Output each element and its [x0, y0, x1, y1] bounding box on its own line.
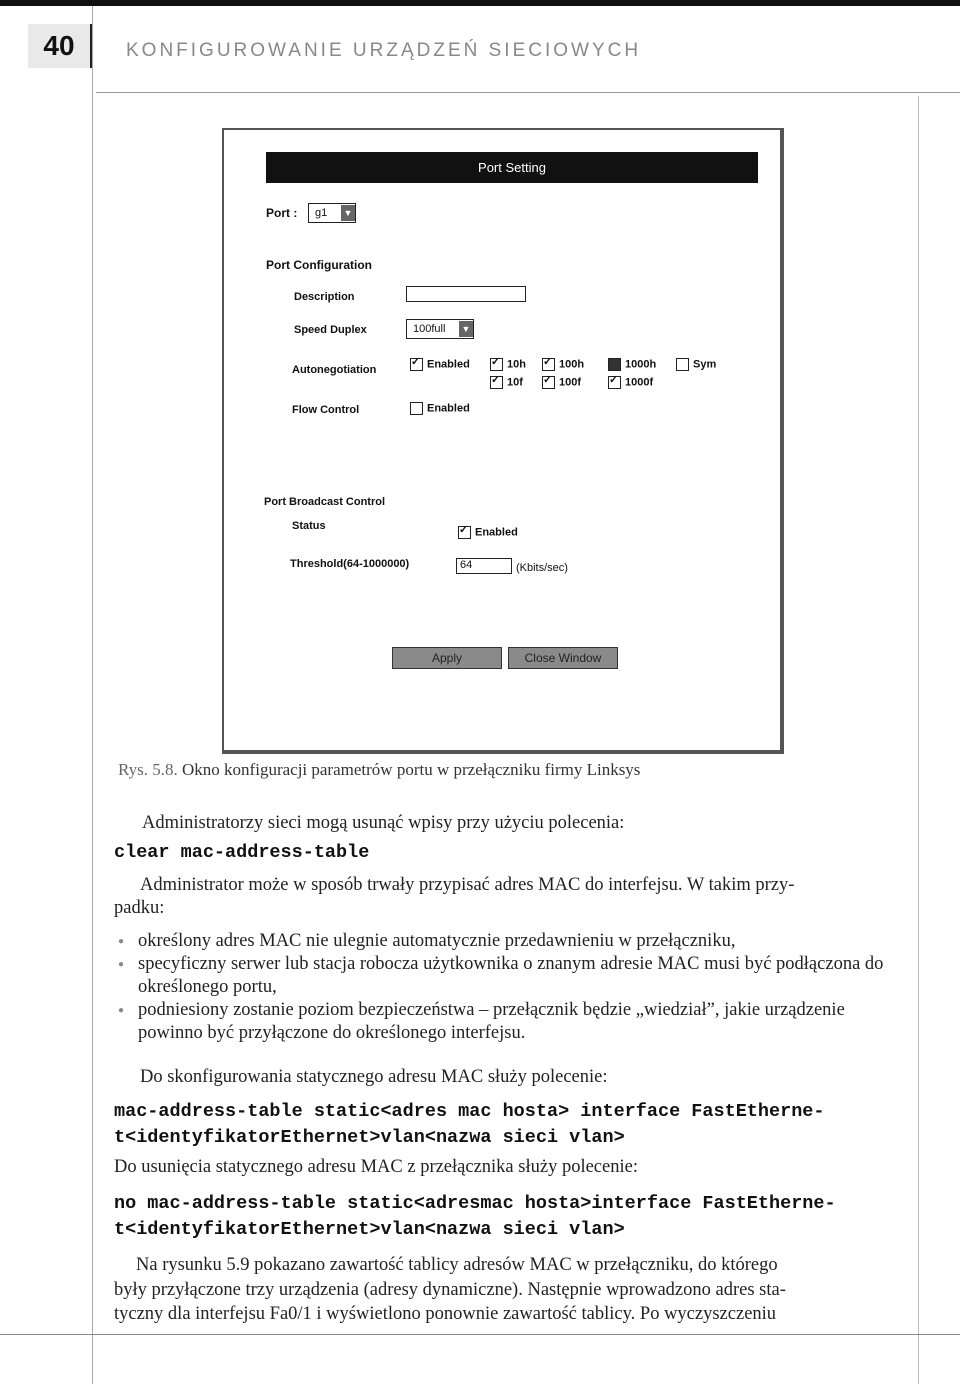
paragraph-1: Administratorzy sieci mogą usunąć wpisy przy użyciu polecenia: [142, 813, 625, 833]
description-field[interactable] [406, 286, 526, 302]
autoneg-enabled-option[interactable]: ✓ Enabled [410, 358, 470, 371]
checkbox-checked[interactable] [542, 358, 555, 371]
port-select[interactable] [308, 203, 356, 223]
checkbox-checked[interactable] [490, 358, 503, 371]
port-label: Port : [266, 206, 298, 220]
close-window-button[interactable]: Close Window [508, 647, 618, 669]
flow-control-option[interactable]: Enabled [410, 402, 470, 415]
checkbox-unchecked[interactable] [676, 358, 689, 371]
paragraph-5-line-1: Na rysunku 5.9 pokazano zawartość tablicy adresów MAC w przełączniku, do którego [136, 1255, 778, 1275]
footer-rule [0, 1334, 960, 1335]
checkbox-unchecked[interactable] [410, 402, 423, 415]
autoneg-1000f-option[interactable]: ✓ 1000f [608, 376, 653, 389]
autoneg-sym-option[interactable]: Sym [676, 358, 716, 371]
code-clear-mac: clear mac-address-table [114, 842, 370, 863]
checkbox-checked[interactable] [608, 376, 621, 389]
autoneg-100f-option[interactable]: ✓ 100f [542, 376, 581, 389]
top-border [0, 0, 960, 6]
code-static-mac-line-1: mac-address-table static<adres mac hosta> interface FastEtherne- [114, 1101, 825, 1122]
checkbox-checked[interactable] [608, 358, 621, 371]
threshold-field[interactable]: 64 [456, 558, 512, 574]
left-margin-rule [92, 6, 93, 1384]
code-no-static-mac-line-1: no mac-address-table static<adresmac hosta>interface FastEtherne- [114, 1193, 836, 1214]
status-enabled-option[interactable]: ✓Enabled [458, 526, 518, 539]
paragraph-5-line-2: były przyłączone trzy urządzenia (adresy dynamiczne). Następnie wprowadzono adres sta- [114, 1280, 786, 1300]
figure-caption [118, 760, 640, 780]
port-select-value: g1 [315, 207, 328, 219]
chevron-down-icon: ▼ [459, 321, 473, 337]
description-label: Description [294, 291, 355, 303]
autonegotiation-label: Autonegotiation [292, 364, 377, 376]
speed-duplex-label: Speed Duplex [294, 324, 367, 336]
checkbox-checked[interactable] [458, 526, 471, 539]
right-margin-rule [918, 96, 919, 1384]
speed-duplex-value: 100full [413, 323, 446, 335]
bullet-list [118, 930, 898, 1045]
list-item: ● określony adres MAC nie ulegnie automatycznie przedawnieniu w przełączniku, [118, 930, 898, 953]
checkbox-checked[interactable] [542, 376, 555, 389]
flow-control-label: Flow Control [292, 404, 360, 416]
code-no-static-mac-line-2: t<identyfikatorEthernet>vlan<nazwa sieci vlan> [114, 1219, 625, 1240]
threshold-label: Threshold(64-1000000) [290, 558, 410, 570]
page-number: 40 [28, 24, 92, 68]
chevron-down-icon: ▼ [341, 205, 355, 221]
speed-duplex-select[interactable] [406, 319, 474, 339]
autoneg-10h-option[interactable]: ✓ 10h [490, 358, 526, 371]
code-static-mac-line-2: t<identyfikatorEthernet>vlan<nazwa sieci vlan> [114, 1127, 625, 1148]
window-title-bar: Port Setting [266, 152, 758, 183]
paragraph-3: Do skonfigurowania statycznego adresu MAC służy polecenie: [140, 1067, 608, 1087]
status-label: Status [292, 520, 326, 532]
list-item: ● podniesiony zostanie poziom bezpieczeństwa – przełącznik będzie „wiedział”, jakie urządzenie powinno być przyłączone do określonego interfejsu. [118, 999, 898, 1045]
paragraph-5-line-3: tyczny dla interfejsu Fa0/1 i wyświetlono ponownie zawartość tablicy. Po wyczyszczeniu [114, 1304, 777, 1324]
apply-button[interactable]: Apply [392, 647, 502, 669]
figure-caption-text: Okno konfiguracji parametrów portu w przełączniku firmy Linksys [182, 760, 641, 779]
port-configuration-heading: Port Configuration [266, 258, 372, 272]
autoneg-10f-option[interactable]: ✓10f [490, 376, 523, 389]
paragraph-4: Do usunięcia statycznego adresu MAC z przełącznika służy polecenie: [114, 1157, 638, 1177]
running-head: KONFIGUROWANIE URZĄDZEŃ SIECIOWYCH [126, 40, 642, 61]
checkbox-checked[interactable] [410, 358, 423, 371]
port-setting-screenshot [222, 128, 784, 754]
paragraph-2-line-2: padku: [114, 898, 165, 918]
header-rule [96, 92, 960, 93]
list-item: ● specyficzny serwer lub stacja robocza użytkownika o znanym adresie MAC musi być podłączona do określonego portu, [118, 953, 898, 999]
threshold-unit: (Kbits/sec) [516, 562, 568, 574]
figure-caption-label: Rys. 5.8. [118, 760, 178, 779]
broadcast-heading: Port Broadcast Control [264, 496, 386, 508]
checkbox-checked[interactable] [490, 376, 503, 389]
autoneg-100h-option[interactable]: ✓ 100h [542, 358, 584, 371]
paragraph-2-line-1: Administrator może w sposób trwały przypisać adres MAC do interfejsu. W takim przy- [140, 875, 795, 895]
autoneg-1000h-option[interactable]: 1000h [608, 358, 656, 371]
